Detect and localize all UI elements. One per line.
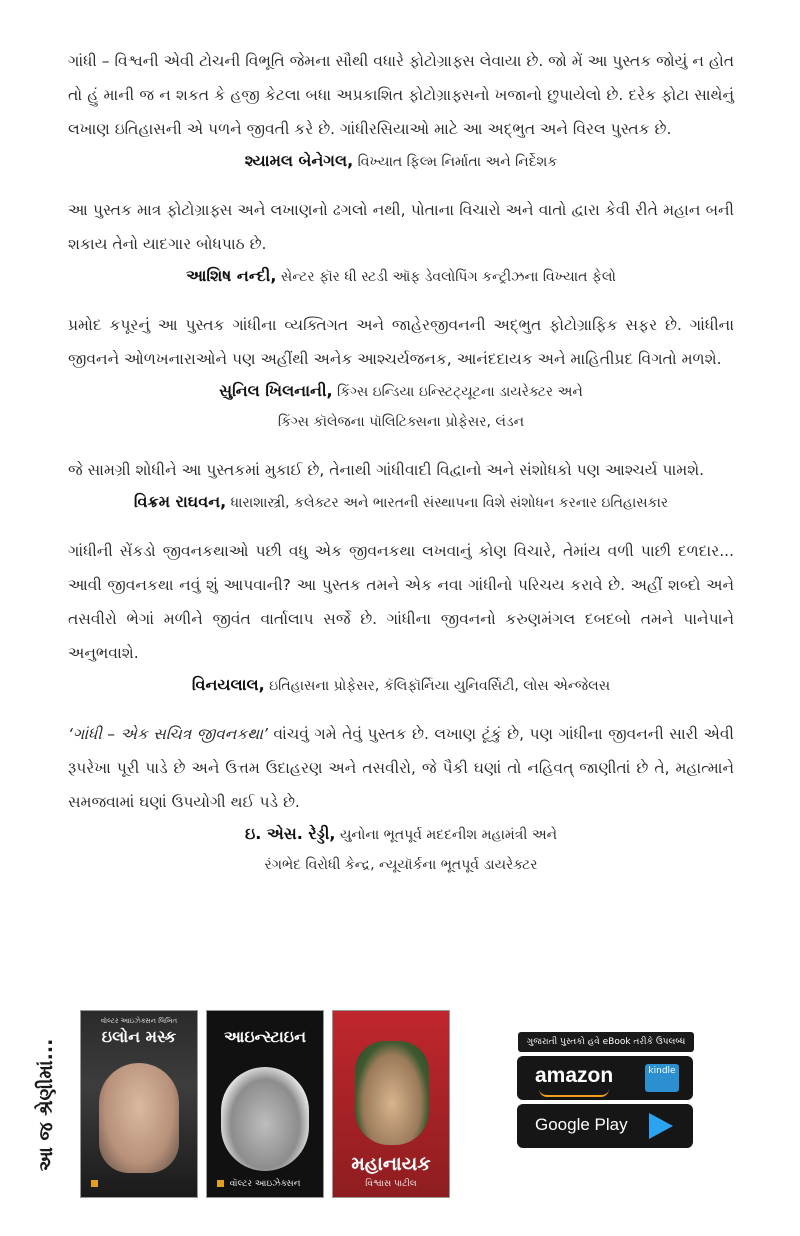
ebook-available-label: ગુજરાતી પુસ્તકો હવે eBook તરીકે ઉપલબ્ધ <box>518 1032 694 1052</box>
portrait-image <box>99 1063 179 1173</box>
quote-6-role-line2: રંગભેદ વિરોધી કેન્દ્ર, ન્યૂયૉર્કના ભૂતપૂર્વ ડાયરેક્ટર <box>264 857 538 873</box>
quote-3-role-line2: કિંગ્સ કૉલેજના પૉલિટિક્સના પ્રોફેસર, લંડન <box>277 414 525 430</box>
book-title-quote: ‘ગાંધી – એક સચિત્ર જીવનકથા’ <box>68 725 268 743</box>
publisher-logo-icon <box>217 1180 224 1187</box>
quote-5-attribution <box>68 670 734 701</box>
quote-3-role: કિંગ્સ ઇન્ડિયા ઇન્સ્ટિટ્યૂટના ડાયરેક્ટર અને <box>332 384 583 400</box>
quote-5-role: ઇતિહાસના પ્રોફેસર, કૅલિફૉર્નિયા યુનિવર્સિટી, લોસ એન્જેલસ <box>264 678 611 694</box>
quote-4-name: વિક્રમ રાઘવન, <box>133 492 227 511</box>
quote-5-name: વિનયલાલ, <box>191 675 265 694</box>
portrait-image <box>355 1041 429 1145</box>
book-3-author: વિશ્વાસ પાટીલ <box>365 1179 417 1189</box>
book-1-topline: વૉલ્ટર આઇઝેક્સન લિખિત <box>100 1017 178 1025</box>
amazon-smile-icon <box>539 1089 609 1097</box>
series-label <box>26 1020 66 1190</box>
quote-3-name: સુનિલ ખિલનાની, <box>219 381 333 400</box>
google-play-icon <box>649 1113 673 1139</box>
quote-5-text: ગાંધીની સેંકડો જીવનકથાઓ પછી વધુ એક જીવનકથા લખવાનું કોણ વિચારે, તેમાંય વળી પાછી દળદાર... આવી જીવનકથા નવું શું આપવાની? આ પુસ્તક તમને એક નવા ગાંધીનો પરિચય કરાવે છે. અહીં શબ્દો અને તસવીરો ભેગાં મળીને જીવંત વાર્તાલાપ સર્જે છે. ગાંધીના જીવનનો કરુણમંગલ દબદબો તમને પાનેપાને અનુભવાશે. <box>68 542 734 662</box>
quote-2-name: આશિષ નન્દી, <box>186 266 277 285</box>
book-cover-elon-musk[interactable] <box>80 1010 198 1198</box>
quote-4-attribution <box>68 487 734 518</box>
amazon-kindle-button[interactable] <box>517 1056 693 1100</box>
quote-1-name: શ્યામલ બેનેગલ, <box>244 151 354 170</box>
google-play-label: Google Play <box>535 1115 628 1134</box>
book-cover-mahanayak[interactable] <box>332 1010 450 1198</box>
quote-2-role: સેન્ટર ફૉર ધી સ્ટડી ઑફ ડેવલોપિંગ કન્ટ્રીઝના વિખ્યાત ફેલો <box>276 269 616 285</box>
amazon-label: amazon <box>535 1064 614 1087</box>
book-2-title: આઇન્સ્ટાઇન <box>223 1027 307 1046</box>
series-label-text: આ જ શ્રેણીમાં... <box>35 1038 57 1172</box>
quote-3-attribution <box>68 376 734 437</box>
quote-3-text: પ્રમોદ કપૂરનું આ પુસ્તક ગાંધીના વ્યક્તિગત અને જાહેરજીવનની અદ્ભુત ફોટોગ્રાફિક સફર છે. ગાંધીના જીવનને ઓળખનારાઓને પણ અહીંથી અનેક આશ્ચર્યજનક, આનંદદાયક અને માહિતીપ્રદ વિગતો મળશે. <box>68 316 734 368</box>
book-1-title: ઇલોન મસ્ક <box>101 1027 177 1046</box>
quote-6-text <box>68 717 734 819</box>
google-play-button[interactable] <box>517 1104 693 1148</box>
publisher-logo-icon <box>91 1180 98 1187</box>
portrait-image <box>221 1067 309 1171</box>
quote-1-attribution <box>68 146 734 177</box>
quote-4-text: જે સામગ્રી શોધીને આ પુસ્તકમાં મુકાઈ છે, તેનાથી ગાંધીવાદી વિદ્વાનો અને સંશોધકો પણ આશ્ચર્ય પામશે. <box>68 461 705 479</box>
book-2-author: વૉલ્ટર આઇઝેક્સન <box>229 1179 301 1189</box>
testimonials <box>68 44 734 896</box>
quote-4-role: ધારાશાસ્ત્રી, કલેક્ટર અને ભારતની સંસ્થાપના વિશે સંશોધન કરનાર ઇતિહાસકાર <box>226 495 669 511</box>
kindle-icon: kindle <box>645 1064 679 1092</box>
book-3-title: મહાનાયક <box>351 1153 431 1175</box>
quote-2-text: આ પુસ્તક માત્ર ફોટોગ્રાફ્સ અને લખાણનો ઢગલો નથી, પોતાના વિચારો અને વાતો દ્વારા કેવી રીતે મહાન બની શકાય તેનો યાદગાર બોધપાઠ છે. <box>68 201 734 253</box>
quote-6-attribution <box>68 819 734 880</box>
quote-1-role: વિખ્યાત ફિલ્મ નિર્માતા અને નિર્દેશક <box>353 154 558 170</box>
quote-6-name: ઇ. એસ. રેડ્ડી, <box>244 824 336 843</box>
quote-6-body: વાંચવું ગમે તેવું પુસ્તક છે. લખાણ ટૂંકું છે, પણ ગાંધીના જીવનની સારી એવી રૂપરેખા પૂરી પાડે છે અને ઉત્તમ ઉદાહરણ અને તસવીરો, જે પૈકી ઘણાં તો નહિવત્ જાણીતાં છે તે, મહાત્માને સમજવામાં ઘણાં ઉપયોગી થઈ પડે છે. <box>68 725 734 811</box>
book-cover-einstein[interactable] <box>206 1010 324 1198</box>
quote-1-text: ગાંધી – વિશ્વની એવી ટોચની વિભૂતિ જેમના સૌથી વધારે ફોટોગ્રાફ્સ લેવાયા છે. જો મેં આ પુસ્તક જોયું ન હોત તો હું માની જ ન શકત કે હજી કેટલા બધા અપ્રકાશિત ફોટોગ્રાફ્સનો ખજાનો છુપાયેલો છે. દરેક ફોટા સાથેનું લખાણ ઇતિહાસની એ પળને જીવતી કરે છે. ગાંધીરસિયાઓ માટે આ અદ્ભુત અને વિરલ પુસ્તક છે. <box>68 52 734 138</box>
quote-2-attribution <box>68 261 734 292</box>
quote-6-role: યુનોના ભૂતપૂર્વ મદદનીશ મહામંત્રી અને <box>335 827 558 843</box>
